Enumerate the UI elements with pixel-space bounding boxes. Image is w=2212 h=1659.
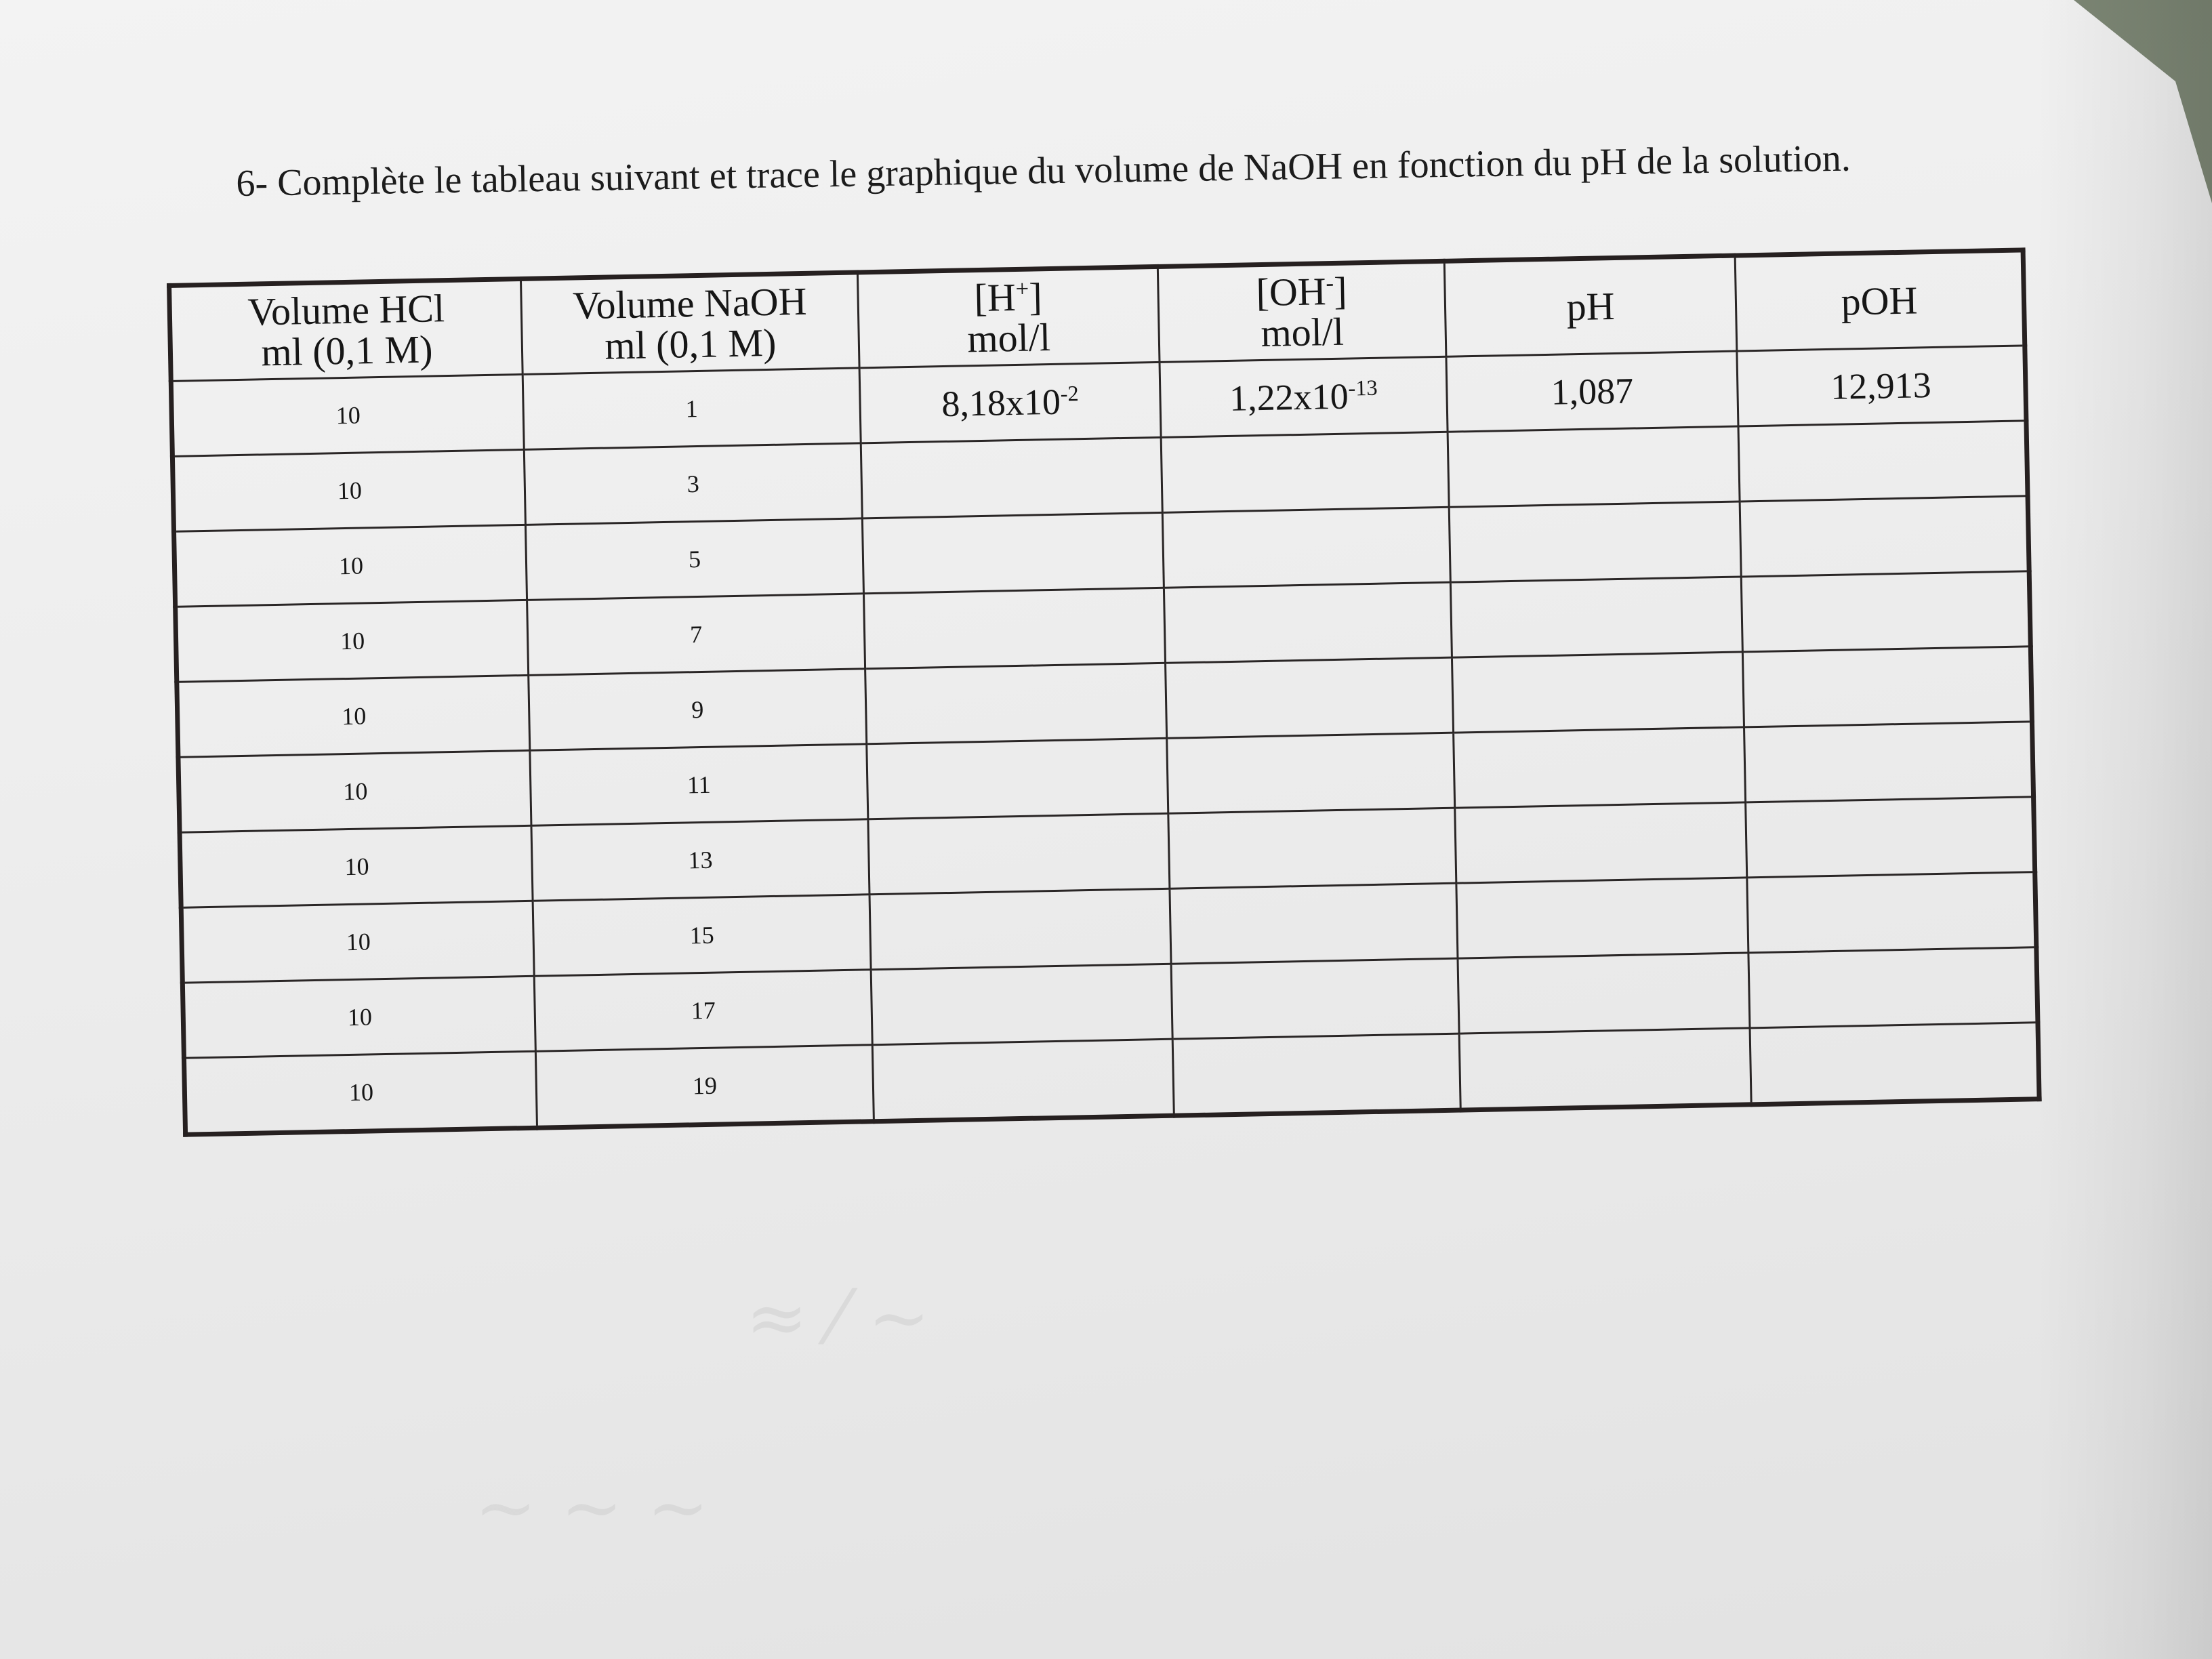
cell-ph-empty[interactable]	[1456, 878, 1748, 958]
cell-poh-empty[interactable]	[1740, 496, 2029, 577]
cell-poh-empty[interactable]	[1746, 797, 2035, 878]
cell-naoh: 3	[524, 443, 862, 525]
cell-ph-empty[interactable]	[1452, 652, 1744, 733]
cell-naoh: 5	[525, 518, 863, 600]
header-oh-concentration: [OH-] mol/l	[1158, 261, 1446, 362]
cell-h-empty[interactable]	[861, 437, 1162, 518]
header-poh: pOH	[1735, 250, 2025, 351]
cell-h-value: $8,18x10^{-2}$	[859, 362, 1161, 443]
cell-hcl: 10	[174, 525, 527, 607]
cell-oh-value: $1,22x10^{-13}$	[1160, 356, 1448, 437]
cell-oh-empty[interactable]	[1161, 432, 1449, 512]
cell-hcl: 10	[180, 825, 533, 907]
cell-hcl: 10	[172, 449, 525, 531]
cell-h-empty[interactable]	[868, 813, 1170, 894]
cell-poh-empty[interactable]	[1741, 571, 2030, 652]
cell-poh-empty[interactable]	[1744, 722, 2034, 802]
cell-poh-empty[interactable]	[1742, 647, 2032, 727]
cell-oh-empty[interactable]	[1170, 883, 1458, 964]
exercise-instruction: 6- Complète le tableau suivant et trace le graphique du volume de NaOH en fonction du pH de la solution.	[236, 137, 1851, 205]
cell-oh-empty[interactable]	[1172, 1033, 1460, 1115]
cell-naoh: 13	[531, 819, 869, 901]
cell-hcl: 10	[171, 374, 524, 456]
cell-h-empty[interactable]	[862, 512, 1164, 593]
header-ph: pH	[1444, 255, 1737, 356]
cell-oh-empty[interactable]	[1171, 958, 1459, 1039]
cell-poh-empty[interactable]	[1748, 947, 2038, 1028]
cell-ph-empty[interactable]	[1450, 577, 1742, 657]
cell-ph-empty[interactable]	[1449, 501, 1741, 582]
header-volume-hcl: Volume HCl ml (0,1 M)	[169, 279, 523, 381]
cell-hcl: 10	[182, 976, 535, 1058]
cell-ph-value: 1,087	[1446, 351, 1738, 432]
cell-poh-empty[interactable]	[1747, 872, 2036, 953]
cell-naoh: 11	[530, 744, 868, 826]
cell-ph-empty[interactable]	[1448, 426, 1740, 507]
cell-poh-empty[interactable]	[1738, 421, 2028, 501]
cell-naoh: 19	[535, 1045, 874, 1128]
cell-h-empty[interactable]	[863, 588, 1165, 668]
cell-ph-empty[interactable]	[1458, 953, 1750, 1033]
cell-hcl: 10	[176, 600, 529, 682]
cell-naoh: 7	[527, 594, 865, 676]
cell-h-empty[interactable]	[871, 964, 1172, 1044]
cell-hcl: 10	[177, 675, 530, 757]
cell-h-empty[interactable]	[872, 1039, 1174, 1121]
cell-hcl: 10	[178, 750, 531, 832]
cell-naoh: 1	[523, 368, 861, 450]
cell-h-empty[interactable]	[869, 888, 1171, 969]
cell-poh-empty[interactable]	[1750, 1023, 2039, 1105]
table-container	[167, 247, 2042, 1136]
cell-oh-empty[interactable]	[1164, 582, 1452, 663]
cell-hcl: 10	[184, 1051, 537, 1134]
cell-oh-empty[interactable]	[1166, 657, 1454, 738]
cell-poh-value: 12,913	[1737, 346, 2026, 426]
cell-hcl: 10	[181, 901, 534, 983]
cell-h-empty[interactable]	[865, 663, 1167, 743]
cell-h-empty[interactable]	[867, 738, 1168, 819]
cell-naoh: 17	[534, 970, 872, 1052]
header-h-concentration: [H+] mol/l	[857, 266, 1160, 367]
cell-oh-empty[interactable]	[1162, 507, 1450, 588]
cell-naoh: 15	[533, 895, 871, 977]
cell-ph-empty[interactable]	[1454, 727, 1746, 808]
cell-ph-empty[interactable]	[1455, 802, 1747, 883]
cell-oh-empty[interactable]	[1168, 808, 1456, 888]
titration-table	[167, 247, 2042, 1136]
cell-ph-empty[interactable]	[1459, 1028, 1751, 1110]
cell-oh-empty[interactable]	[1167, 733, 1455, 813]
header-volume-naoh: Volume NaOH ml (0,1 M)	[520, 272, 859, 375]
cell-naoh: 9	[529, 669, 867, 751]
